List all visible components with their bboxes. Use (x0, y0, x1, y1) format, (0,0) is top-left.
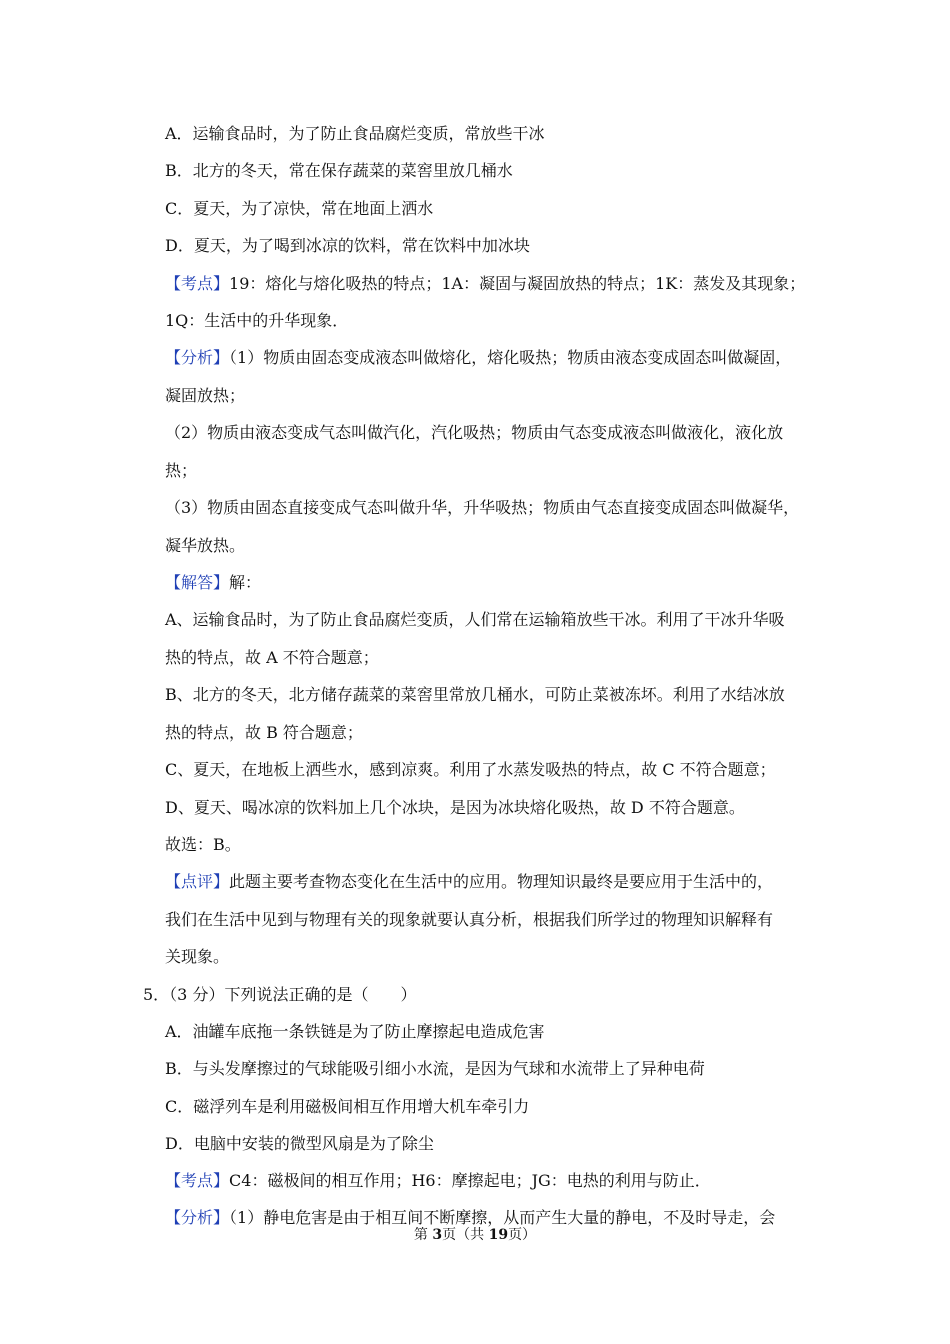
fenxi-tag: 【分析】 (165, 1208, 230, 1227)
q4-fenxi (165, 347, 791, 369)
q4-fenxi-line: （2）物质由液态变成气态叫做汽化，汽化吸热；物质由气态变成液态叫做液化，液化放 (165, 423, 784, 442)
kaodian-text: 19：熔化与熔化吸热的特点；1A：凝固与凝固放热的特点；1K：蒸发及其现象； (229, 274, 806, 293)
fenxi-tag: 【分析】 (165, 348, 230, 367)
q4-fenxi-line: 凝华放热。 (165, 536, 246, 555)
dianping-tag: 【点评】 (165, 872, 230, 891)
kaodian-tag: 【考点】 (165, 274, 230, 293)
q5-stem: 5．（3 分）下列说法正确的是（ ） (143, 985, 417, 1004)
q4-fenxi-line: 热； (165, 461, 198, 480)
q4-fenxi-line: （3）物质由固态直接变成气态叫做升华，升华吸热；物质由气态直接变成固态叫做凝华， (165, 498, 800, 517)
q4-jieda-line: B、北方的冬天，北方储存蔬菜的菜窖里常放几桶水，可防止菜被冻坏。利用了水结冰放 (165, 685, 785, 704)
q5-option-a: A．油罐车底拖一条铁链是为了防止摩擦起电造成危害 (165, 1022, 545, 1041)
footer-total-pages: 19 (488, 1227, 509, 1243)
footer-suffix: 页） (508, 1227, 537, 1243)
q4-jieda-line: 热的特点，故 B 符合题意； (165, 723, 363, 742)
kaodian-tag: 【考点】 (165, 1171, 230, 1190)
q4-jieda-line: 热的特点，故 A 不符合题意； (165, 648, 379, 667)
footer-prefix: 第 (413, 1227, 433, 1243)
fenxi-text: （1）静电危害是由于相互间不断摩擦，从而产生大量的静电，不及时导走，会 (229, 1208, 776, 1227)
q4-jieda-line: A、运输食品时，为了防止食品腐烂变质，人们常在运输箱放些干冰。利用了干冰升华吸 (165, 610, 785, 629)
q4-kaodian (165, 273, 805, 295)
fenxi-text: （1）物质由固态变成液态叫做熔化，熔化吸热；物质由液态变成固态叫做凝固， (229, 348, 792, 367)
kaodian-text: C4：磁极间的相互作用；H6：摩擦起电；JG：电热的利用与防止． (229, 1171, 711, 1190)
q4-jieda-answer: 故选：B。 (165, 835, 241, 854)
jieda-tag: 【解答】 (165, 573, 230, 592)
q5-option-c: C．磁浮列车是利用磁极间相互作用增大机车牵引力 (165, 1097, 530, 1116)
q4-jieda-line: D、夏天、喝冰凉的饮料加上几个冰块，是因为冰块熔化吸热，故 D 不符合题意。 (165, 798, 745, 817)
page-footer (0, 1226, 950, 1244)
q4-jieda (165, 572, 261, 594)
q5-option-d: D．电脑中安装的微型风扇是为了除尘 (165, 1134, 434, 1153)
jieda-text: 解： (229, 573, 262, 592)
footer-middle: 页（共 (442, 1227, 489, 1243)
footer-page-number: 3 (432, 1227, 443, 1243)
q4-option-b: B．北方的冬天，常在保存蔬菜的菜窖里放几桶水 (165, 161, 513, 180)
q4-dianping (165, 871, 773, 893)
q4-option-a: A．运输食品时，为了防止食品腐烂变质，常放些干冰 (165, 124, 545, 143)
q4-dianping-line: 我们在生活中见到与物理有关的现象就要认真分析，根据我们所学过的物理知识解释有 (165, 910, 774, 929)
q4-option-d: D．夏天，为了喝到冰凉的饮料，常在饮料中加冰块 (165, 236, 530, 255)
q4-option-c: C．夏天，为了凉快，常在地面上洒水 (165, 199, 434, 218)
q5-kaodian (165, 1170, 711, 1192)
q4-kaodian-cont: 1Q：生活中的升华现象． (165, 311, 349, 330)
q4-fenxi-line: 凝固放热； (165, 386, 246, 405)
q4-dianping-line: 关现象。 (165, 947, 230, 966)
q4-jieda-line: C、夏天，在地板上洒些水，感到凉爽。利用了水蒸发吸热的特点，故 C 不符合题意； (165, 760, 776, 779)
dianping-text: 此题主要考查物态变化在生活中的应用。物理知识最终是要应用于生活中的， (229, 872, 774, 891)
q5-option-b: B．与头发摩擦过的气球能吸引细小水流，是因为气球和水流带上了异种电荷 (165, 1059, 705, 1078)
